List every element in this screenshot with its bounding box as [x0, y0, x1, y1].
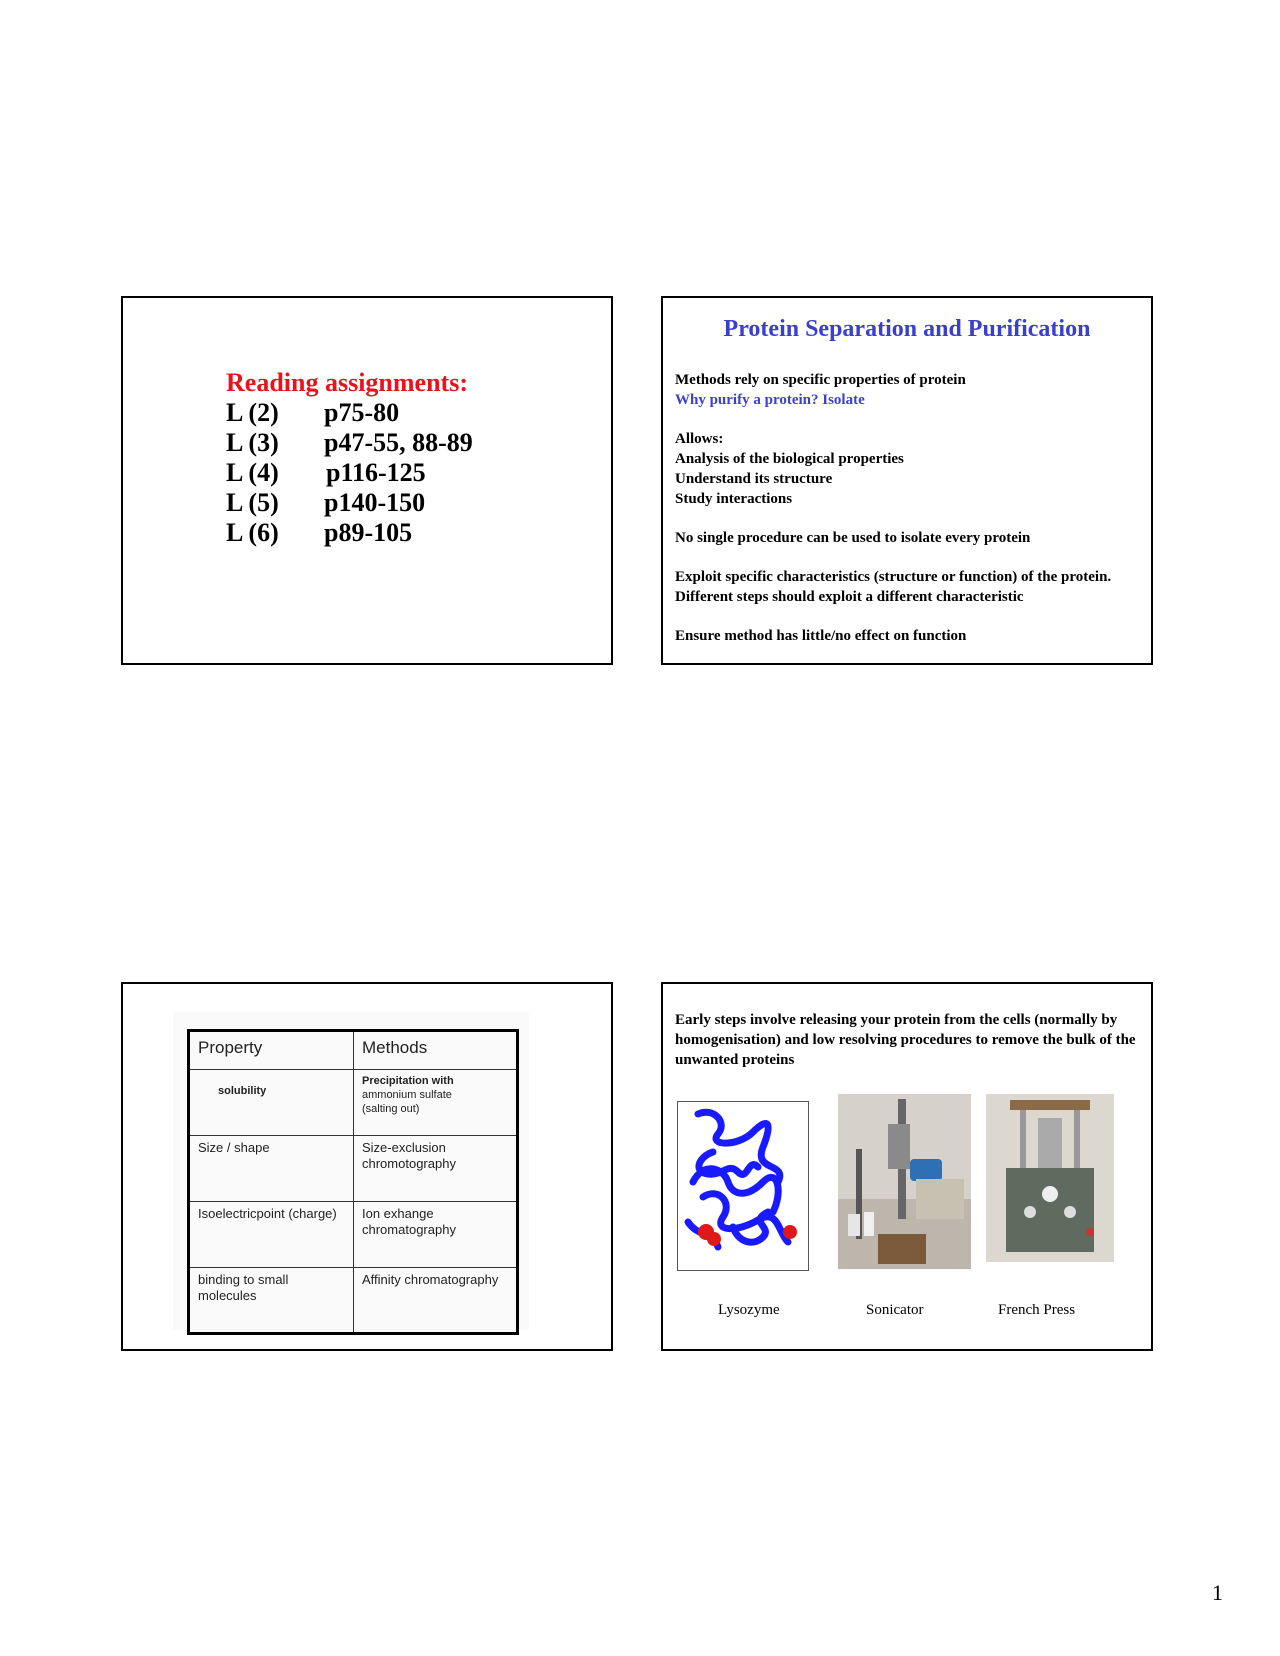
- reading-row: L (2) p75-80: [226, 398, 400, 427]
- allows-item: Analysis of the biological properties: [675, 451, 904, 467]
- slide-body: Early steps involve releasing your protein from the cells (normally by homogenisation) and low resolving procedures to remove the bulk of the unwanted proteins: [675, 1012, 1136, 1068]
- table-image: [173, 1012, 529, 1330]
- table-row: [189, 1070, 518, 1136]
- table-row: [189, 1136, 518, 1202]
- body-line-highlight: Why purify a protein? Isolate: [675, 392, 865, 408]
- header-methods: Methods: [354, 1031, 518, 1070]
- body-paragraph: No single procedure can be used to isolate every protein: [675, 530, 1031, 546]
- caption-lysozyme: Lysozyme: [718, 1302, 780, 1318]
- slide-early-steps: [661, 982, 1153, 1351]
- allows-item: Study interactions: [675, 491, 793, 507]
- body-line: Methods rely on specific properties of protein: [675, 372, 966, 388]
- property-cell: Size / shape: [189, 1136, 354, 1202]
- reading-row: L (5) p140-150: [226, 488, 426, 517]
- method-cell: Ion exhange chromatography: [354, 1202, 518, 1268]
- reading-title: Reading assignments:: [226, 368, 468, 397]
- method-cell: Size-exclusion chromotography: [354, 1136, 518, 1202]
- property-methods-table: [187, 1029, 519, 1335]
- table-row: [189, 1268, 518, 1334]
- body-paragraph: Ensure method has little/no effect on function: [675, 628, 967, 644]
- body-paragraph: Exploit specific characteristics (structure or function) of the protein. Different steps should exploit a different characteristic: [675, 569, 1112, 605]
- method-cell: Precipitation with ammonium sulfate (salting out): [354, 1070, 518, 1136]
- slide-title: Protein Separation and Purification: [723, 316, 1091, 342]
- property-cell: binding to small molecules: [189, 1268, 354, 1334]
- slide-reading-assignments: [121, 296, 613, 665]
- slide-protein-separation: [661, 296, 1153, 665]
- table-row: [189, 1202, 518, 1268]
- slide-property-table: [121, 982, 613, 1351]
- property-cell: Isoelectricpoint (charge): [189, 1202, 354, 1268]
- lysozyme-structure-image: [677, 1101, 809, 1271]
- sonicator-photo: [838, 1094, 971, 1269]
- reading-row: L (3) p47-55, 88-89: [226, 428, 473, 457]
- allows-item: Understand its structure: [675, 471, 833, 487]
- header-property: Property: [189, 1031, 354, 1070]
- method-cell: Affinity chromatography: [354, 1268, 518, 1334]
- french-press-photo: [986, 1094, 1114, 1262]
- allows-label: Allows:: [675, 431, 724, 447]
- slide-body: [675, 370, 1145, 646]
- reading-row: L (4) p116-125: [226, 458, 426, 487]
- reading-list: [226, 368, 473, 548]
- caption-french-press: French Press: [998, 1302, 1076, 1318]
- table-header-row: [189, 1031, 518, 1070]
- page-number: 1: [1212, 1580, 1223, 1605]
- property-cell: solubility: [218, 1085, 267, 1097]
- caption-sonicator: Sonicator: [866, 1302, 924, 1318]
- reading-row: L (6) p89-105: [226, 518, 413, 547]
